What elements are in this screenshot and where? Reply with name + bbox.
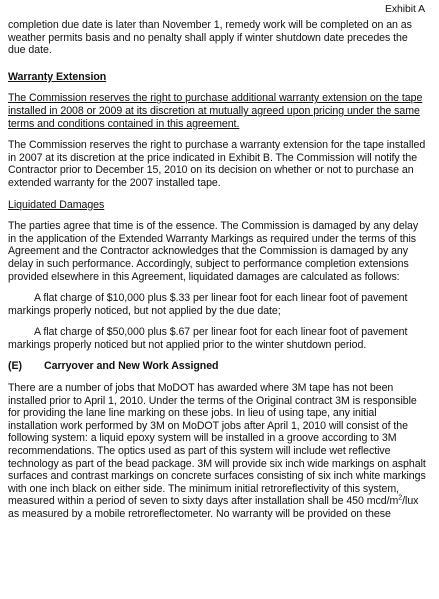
exhibit-label: Exhibit A [385, 4, 425, 15]
liquidated-damages-heading: Liquidated Damages [8, 198, 105, 211]
section-e-heading [8, 360, 427, 373]
carryover-text-b: /lux as measured by a mobile retroreflectometer. No warranty will be provided on these [8, 495, 419, 520]
damages-paragraph-3: A flat charge of $50,000 plus $.67 per linear foot for each linear foot of pavement markings properly noticed but not applied prior to the winter shutdown period. [8, 326, 408, 351]
warranty-paragraph-2: The Commission reserves the right to purchase a warranty extension for the tape installed in 2007 at its discretion at the price indicated in Exhibit B. The Commission will notify the Contractor prior to December 15, 2010 on its decision on whether or not to purchase an extended warranty for the 2007 installed tape. [8, 139, 426, 189]
warranty-extension-heading: Warranty Extension [8, 70, 107, 83]
carryover-text-a: There are a number of jobs that MoDOT has awarded where 3M tape has not been installed prior to April 1, 2010. Under the terms of the Original contract 3M is responsible for providing the lane line marking on these jobs. In lieu of using tape, any initial installation work performed by 3M on MoDOT jobs after April 1, 2010 will consist of the following system: a liquid epoxy system will be installed in a groove according to 3M recommendations. The optics used as part of this system will include wet reflective technology as part of the bead package. 3M will provide six inch wide markings on asphalt surfaces and contrast markings on concrete surfaces consisting of six inch white markings with one inch black on either side. The minimum initial retroreflectivity of this system, measured within a period of seven to sixty days after installation shall be 450 mcd/m [8, 382, 426, 508]
damages-paragraph-1: The parties agree that time is of the essence. The Commission is damaged by any delay in the application of the Extended Warranty Markings as required under the terms of this Agreement and the Contractor acknowledges that the Commission is damaged by any delay in such performance. Accordingly, subject to performance completion extensions provided elsewhere in this Agreement, liquidated damages are calculated as follows: [8, 220, 419, 283]
damages-paragraph-2: A flat charge of $10,000 plus $.33 per linear foot for each linear foot of pavement markings properly noticed, but not applied by the due date; [8, 292, 408, 317]
carryover-paragraph [8, 382, 427, 521]
intro-paragraph: completion due date is later than November 1, remedy work will be completed on an as weather permits basis and no penalty shall apply if winter shutdown date precedes the due date. [8, 19, 412, 57]
warranty-paragraph-1: The Commission reserves the right to purchase additional warranty extension on the tape installed in 2008 or 2009 at its discretion at mutually agreed upon pricing under the same terms and conditions contained in this agreement. [8, 92, 423, 130]
section-e-number: (E) [8, 360, 22, 373]
section-e-title: Carryover and New Work Assigned [44, 360, 219, 373]
carryover-superscript: 2 [398, 494, 403, 502]
